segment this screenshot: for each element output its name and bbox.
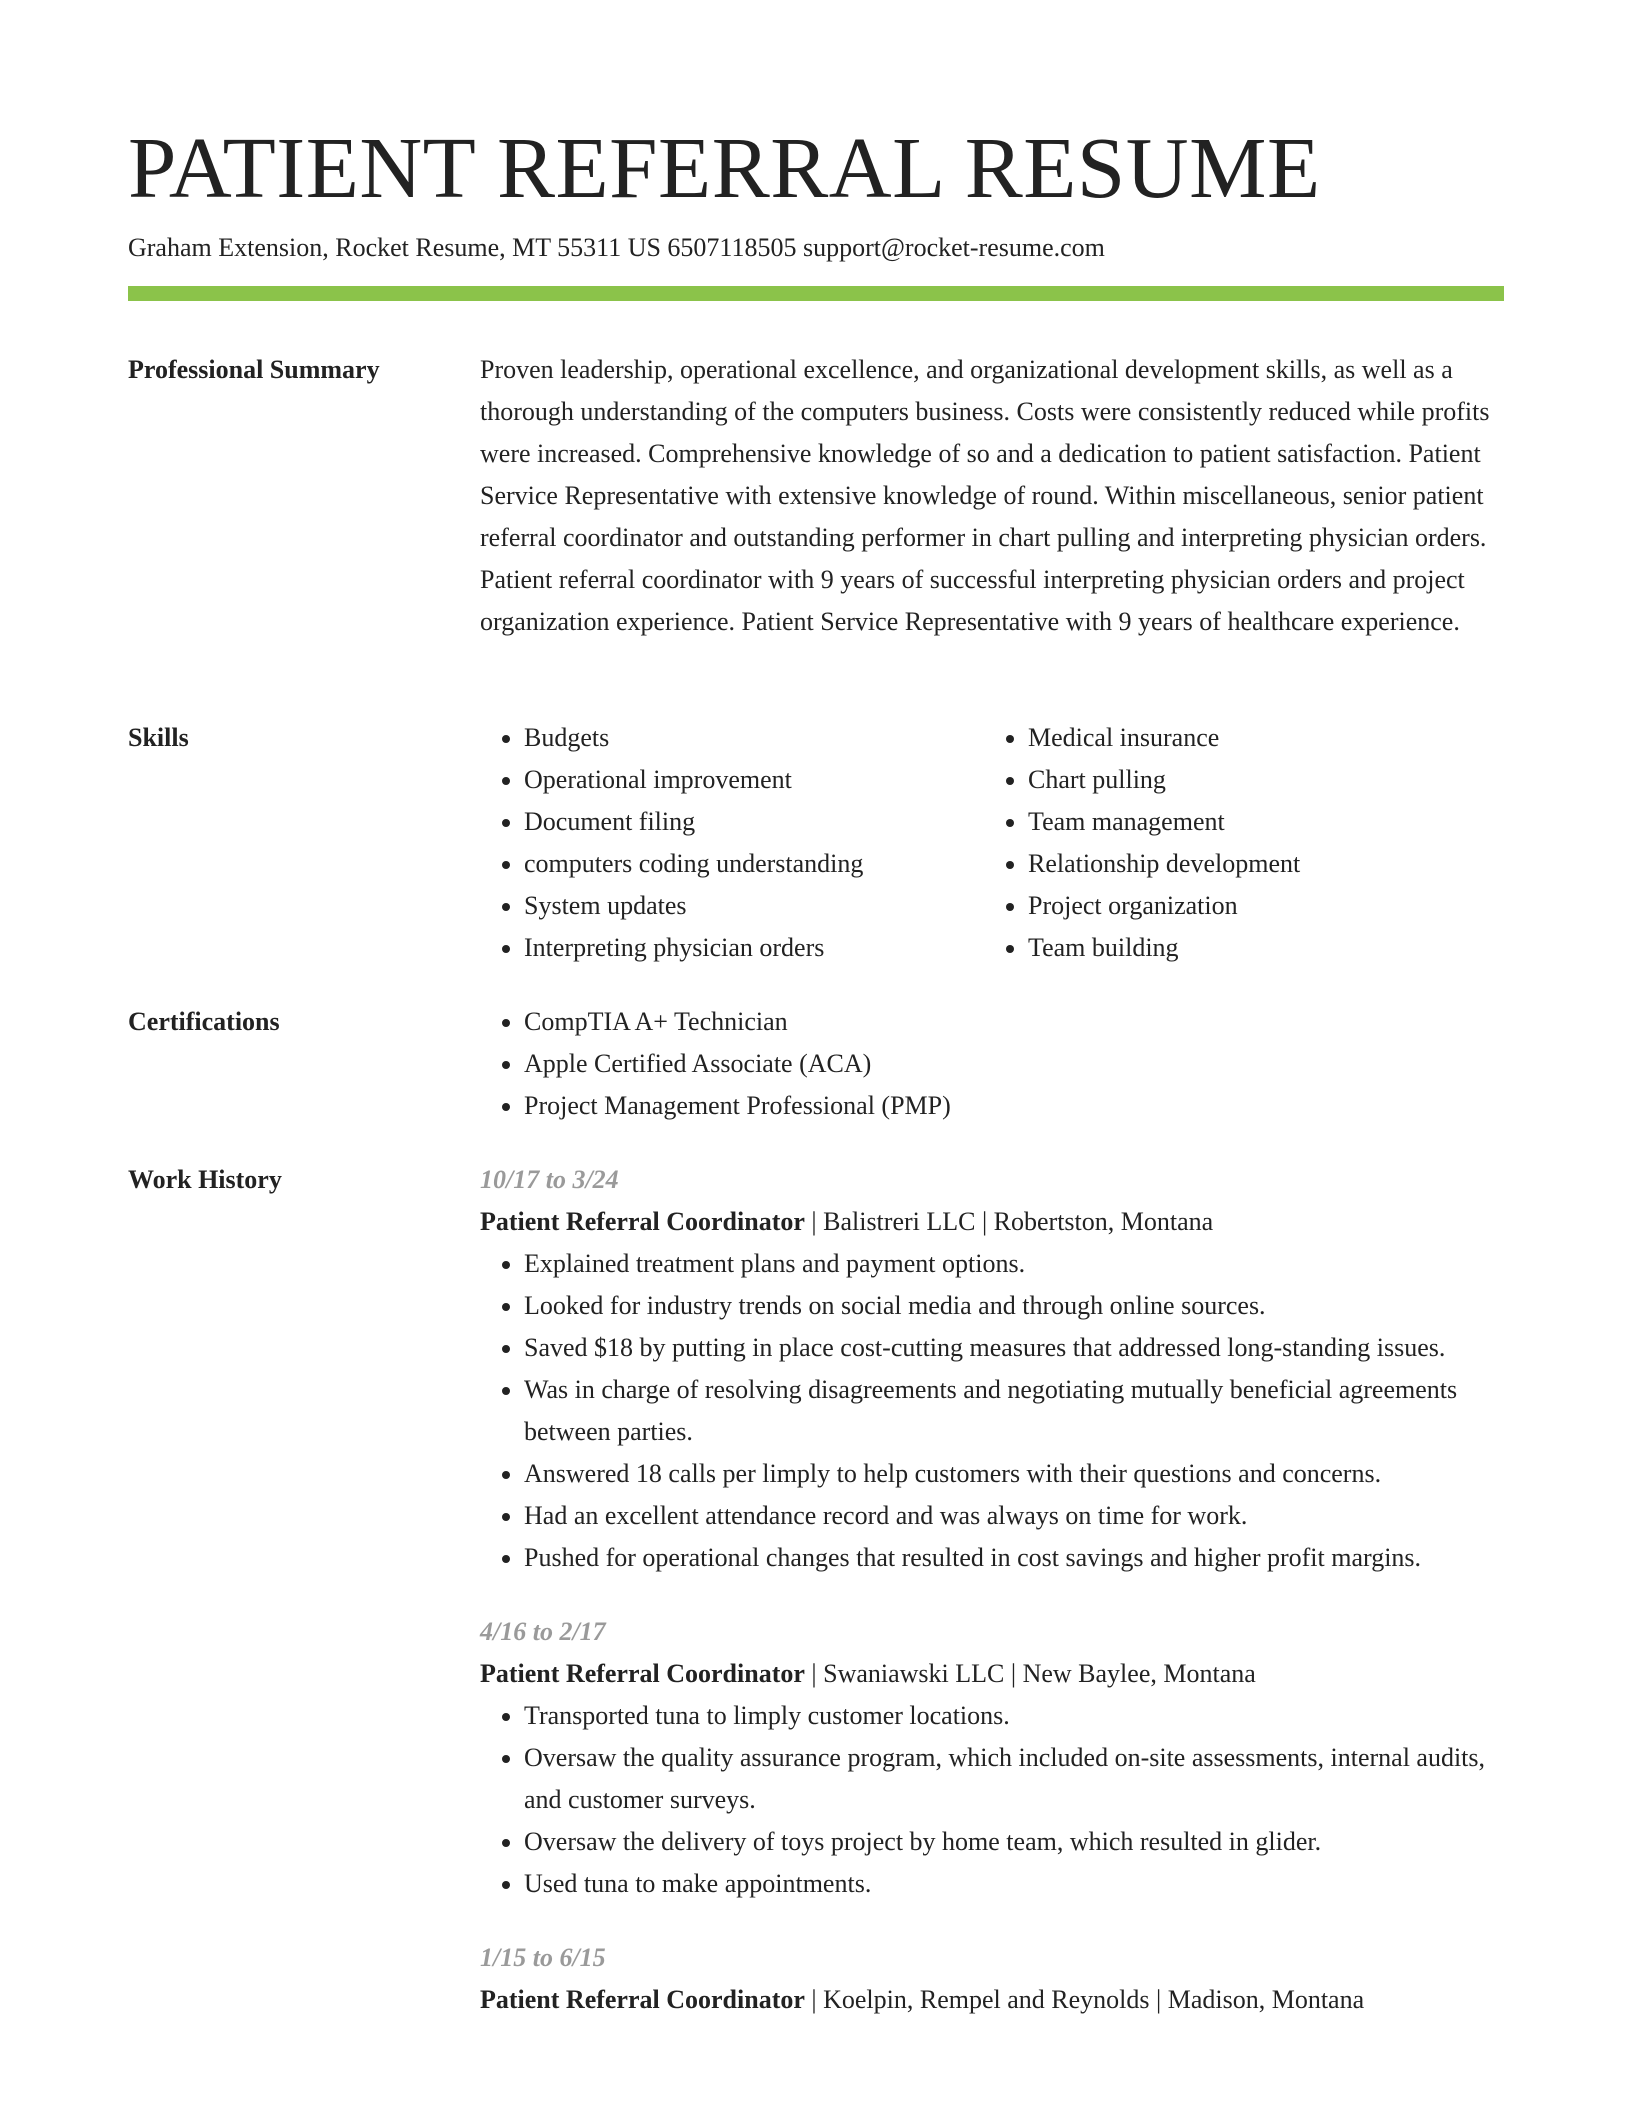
job-bullet: • Saved $18 by putting in place cost-cutting measures that addressed long-standing issues. [524, 1327, 1504, 1369]
certifications-content [480, 1001, 1504, 1127]
summary-label: Professional Summary [128, 355, 380, 384]
header-divider [128, 286, 1504, 301]
job-date: 1/15 to 6/15 [480, 1943, 606, 1972]
job-date: 10/17 to 3/24 [480, 1165, 619, 1194]
skill-item: • Medical insurance [1028, 717, 1484, 759]
skill-item: • Chart pulling [1028, 759, 1484, 801]
contact-line: Graham Extension, Rocket Resume, MT 55311 US 6507118505 support@rocket-resume.com [128, 233, 1105, 262]
job-header [480, 1201, 1504, 1243]
skill-item: • Document filing [524, 801, 980, 843]
job-date: 4/16 to 2/17 [480, 1617, 606, 1646]
skill-item: • System updates [524, 885, 980, 927]
skill-item: • Team building [1028, 927, 1484, 969]
certification-item: • Apple Certified Associate (ACA) [524, 1043, 1504, 1085]
certification-item: • Project Management Professional (PMP) [524, 1085, 1504, 1127]
job-bullet: • Explained treatment plans and payment options. [524, 1243, 1504, 1285]
skill-item: • Operational improvement [524, 759, 980, 801]
work-history-content [480, 1159, 1504, 2021]
certifications-label: Certifications [128, 1007, 280, 1036]
job-bullet: • Was in charge of resolving disagreements and negotiating mutually beneficial agreements between parties. [524, 1369, 1504, 1453]
job-header [480, 1653, 1504, 1695]
job-bullet: • Used tuna to make appointments. [524, 1863, 1504, 1905]
skill-item: • Interpreting physician orders [524, 927, 980, 969]
job-title: Patient Referral Coordinator [480, 1659, 805, 1688]
summary-text: Proven leadership, operational excellence, and organizational development skills, as well as a thorough understanding of the computers business. Costs were consistently reduced while profits were increased. Comprehensive knowledge of so and a dedication to patient satisfaction. Patient Service Representative with extensive knowledge of round. Within miscellaneous, senior patient referral coordinator and outstanding performer in chart pulling and interpreting physician orders. Patient referral coordinator with 9 years of successful interpreting physician orders and project organization experience. Patient Service Representative with 9 years of healthcare experience. [480, 355, 1490, 636]
skills-column-left [480, 717, 980, 969]
skills-column-right [984, 717, 1484, 969]
job-entry [480, 1611, 1504, 1905]
job-bullet: • Oversaw the delivery of toys project by home team, which resulted in glider. [524, 1821, 1504, 1863]
job-details: | Koelpin, Rempel and Reynolds | Madison, Montana [804, 1985, 1365, 2014]
job-bullet: • Transported tuna to limply customer locations. [524, 1695, 1504, 1737]
skill-item: • Team management [1028, 801, 1484, 843]
job-header [480, 1979, 1504, 2021]
job-details: | Balistreri LLC | Robertston, Montana [804, 1207, 1214, 1236]
job-title: Patient Referral Coordinator [480, 1985, 805, 2014]
work-history-label: Work History [128, 1165, 282, 1194]
resume-title: PATIENT REFERRAL RESUME [128, 119, 1321, 216]
job-entry [480, 1937, 1504, 2021]
job-bullet: • Oversaw the quality assurance program, which included on-site assessments, internal audits, and customer surveys. [524, 1737, 1504, 1821]
job-title: Patient Referral Coordinator [480, 1207, 805, 1236]
skill-item: • Relationship development [1028, 843, 1484, 885]
job-details: | Swaniawski LLC | New Baylee, Montana [804, 1659, 1256, 1688]
certification-item: • CompTIA A+ Technician [524, 1001, 1504, 1043]
job-bullet: • Looked for industry trends on social media and through online sources. [524, 1285, 1504, 1327]
job-bullet: • Pushed for operational changes that resulted in cost savings and higher profit margins. [524, 1537, 1504, 1579]
job-bullet: • Answered 18 calls per limply to help customers with their questions and concerns. [524, 1453, 1504, 1495]
job-bullet: • Had an excellent attendance record and was always on time for work. [524, 1495, 1504, 1537]
skill-item: • Project organization [1028, 885, 1484, 927]
skill-item: • Budgets [524, 717, 980, 759]
summary-content [480, 349, 1504, 643]
skill-item: • computers coding understanding [524, 843, 980, 885]
skills-label: Skills [128, 723, 189, 752]
job-entry [480, 1159, 1504, 1579]
